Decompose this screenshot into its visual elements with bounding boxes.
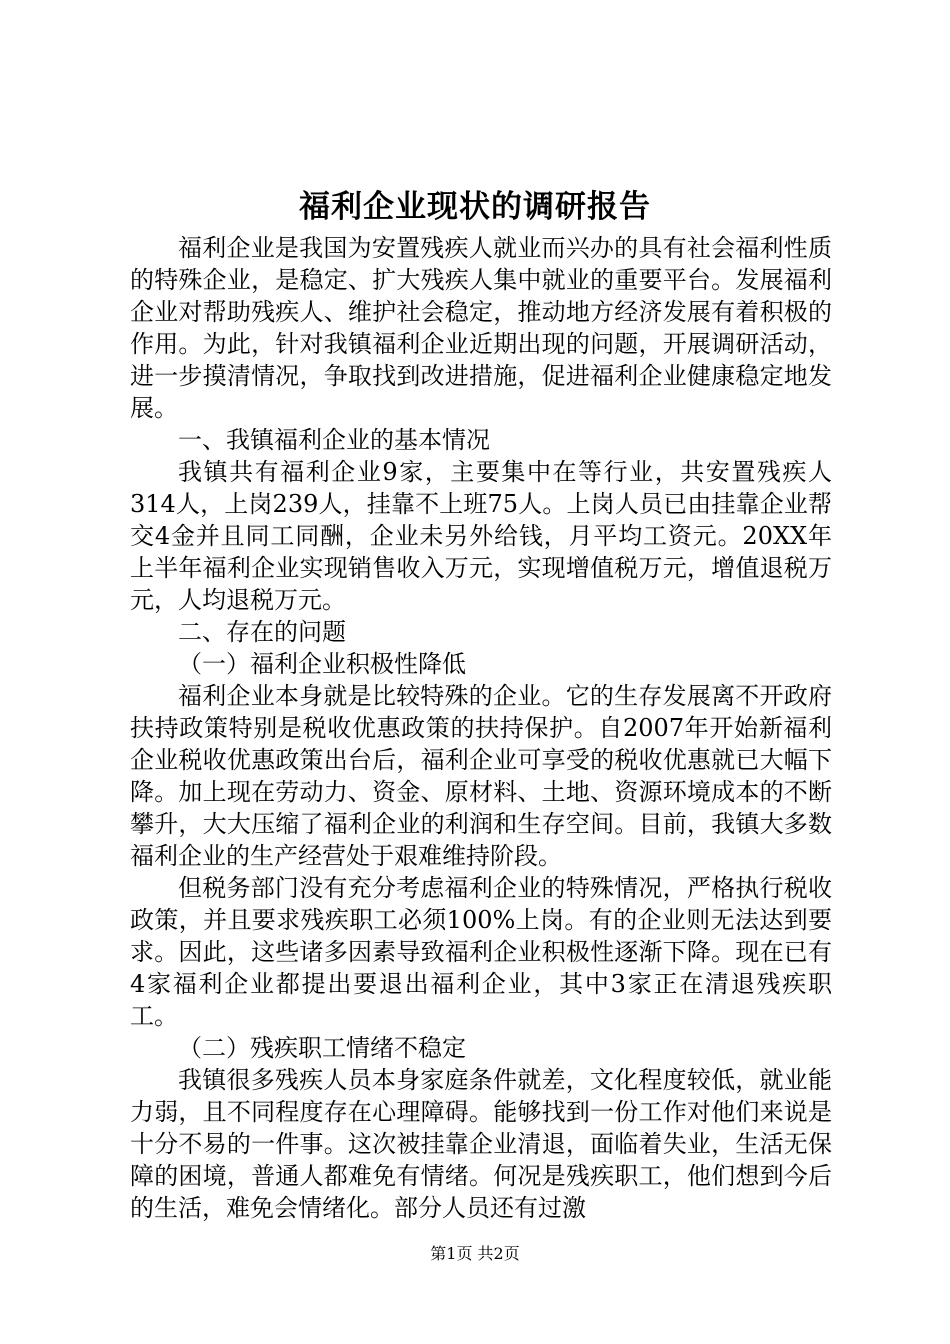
- worker-emotion-paragraph: 我镇很多残疾人员本身家庭条件就差，文化程度较低，就业能力弱，且不同程度存在心理障碍。能够找到一份工作对他们来说是十分不易的一件事。这次被挂靠企业清退，面临着失业，生活无保障的困境，普通人都难免有情绪。何况是残疾职工，他们想到今后的生活，难免会情绪化。部分人员还有过激: [130, 1066, 832, 1222]
- section-heading-1: 一、我镇福利企业的基本情况: [178, 426, 490, 454]
- subsection-heading-2: （二）残疾职工情绪不稳定: [178, 1034, 466, 1062]
- document-title: 福利企业现状的调研报告: [299, 189, 651, 225]
- document-body: [130, 232, 832, 1224]
- intro-paragraph: 福利企业是我国为安置残疾人就业而兴办的具有社会福利性质的特殊企业，是稳定、扩大残疾人集中就业的重要平台。发展福利企业对帮助残疾人、维护社会稳定，推动地方经济发展有着积极的作用。为此，针对我镇福利企业近期出现的问题，开展调研活动，进一步摸清情况，争取找到改进措施，促进福利企业健康稳定地发展。: [130, 234, 832, 422]
- enthusiasm-paragraph-1: 福利企业本身就是比较特殊的企业。它的生存发展离不开政府扶持政策特别是税收优惠政策的扶持保护。自2007年开始新福利企业税收优惠政策出台后，福利企业可享受的税收优惠就已大幅下降。加上现在劳动力、资金、原材料、土地、资源环境成本的不断攀升，大大压缩了福利企业的利润和生存空间。目前，我镇大多数福利企业的生产经营处于艰难维持阶段。: [130, 682, 832, 870]
- basic-situation-paragraph: 我镇共有福利企业9家，主要集中在等行业，共安置残疾人314人，上岗239人，挂靠不上班75人。上岗人员已由挂靠企业帮交4金并且同工同酬，企业未另外给钱，月平均工资元。20XX年上半年福利企业实现销售收入万元，实现增值税万元，增值退税万元，人均退税万元。: [130, 458, 832, 614]
- section-heading-2: 二、存在的问题: [178, 618, 346, 646]
- subsection-heading-1: （一）福利企业积极性降低: [178, 650, 466, 678]
- enthusiasm-paragraph-2: 但税务部门没有充分考虑福利企业的特殊情况，严格执行税收政策，并且要求残疾职工必须100%上岗。有的企业则无法达到要求。因此，这些诸多因素导致福利企业积极性逐渐下降。现在已有4家福利企业都提出要退出福利企业，其中3家正在清退残疾职工。: [130, 874, 832, 1030]
- page-footer: 第1页 共2页: [430, 1244, 520, 1263]
